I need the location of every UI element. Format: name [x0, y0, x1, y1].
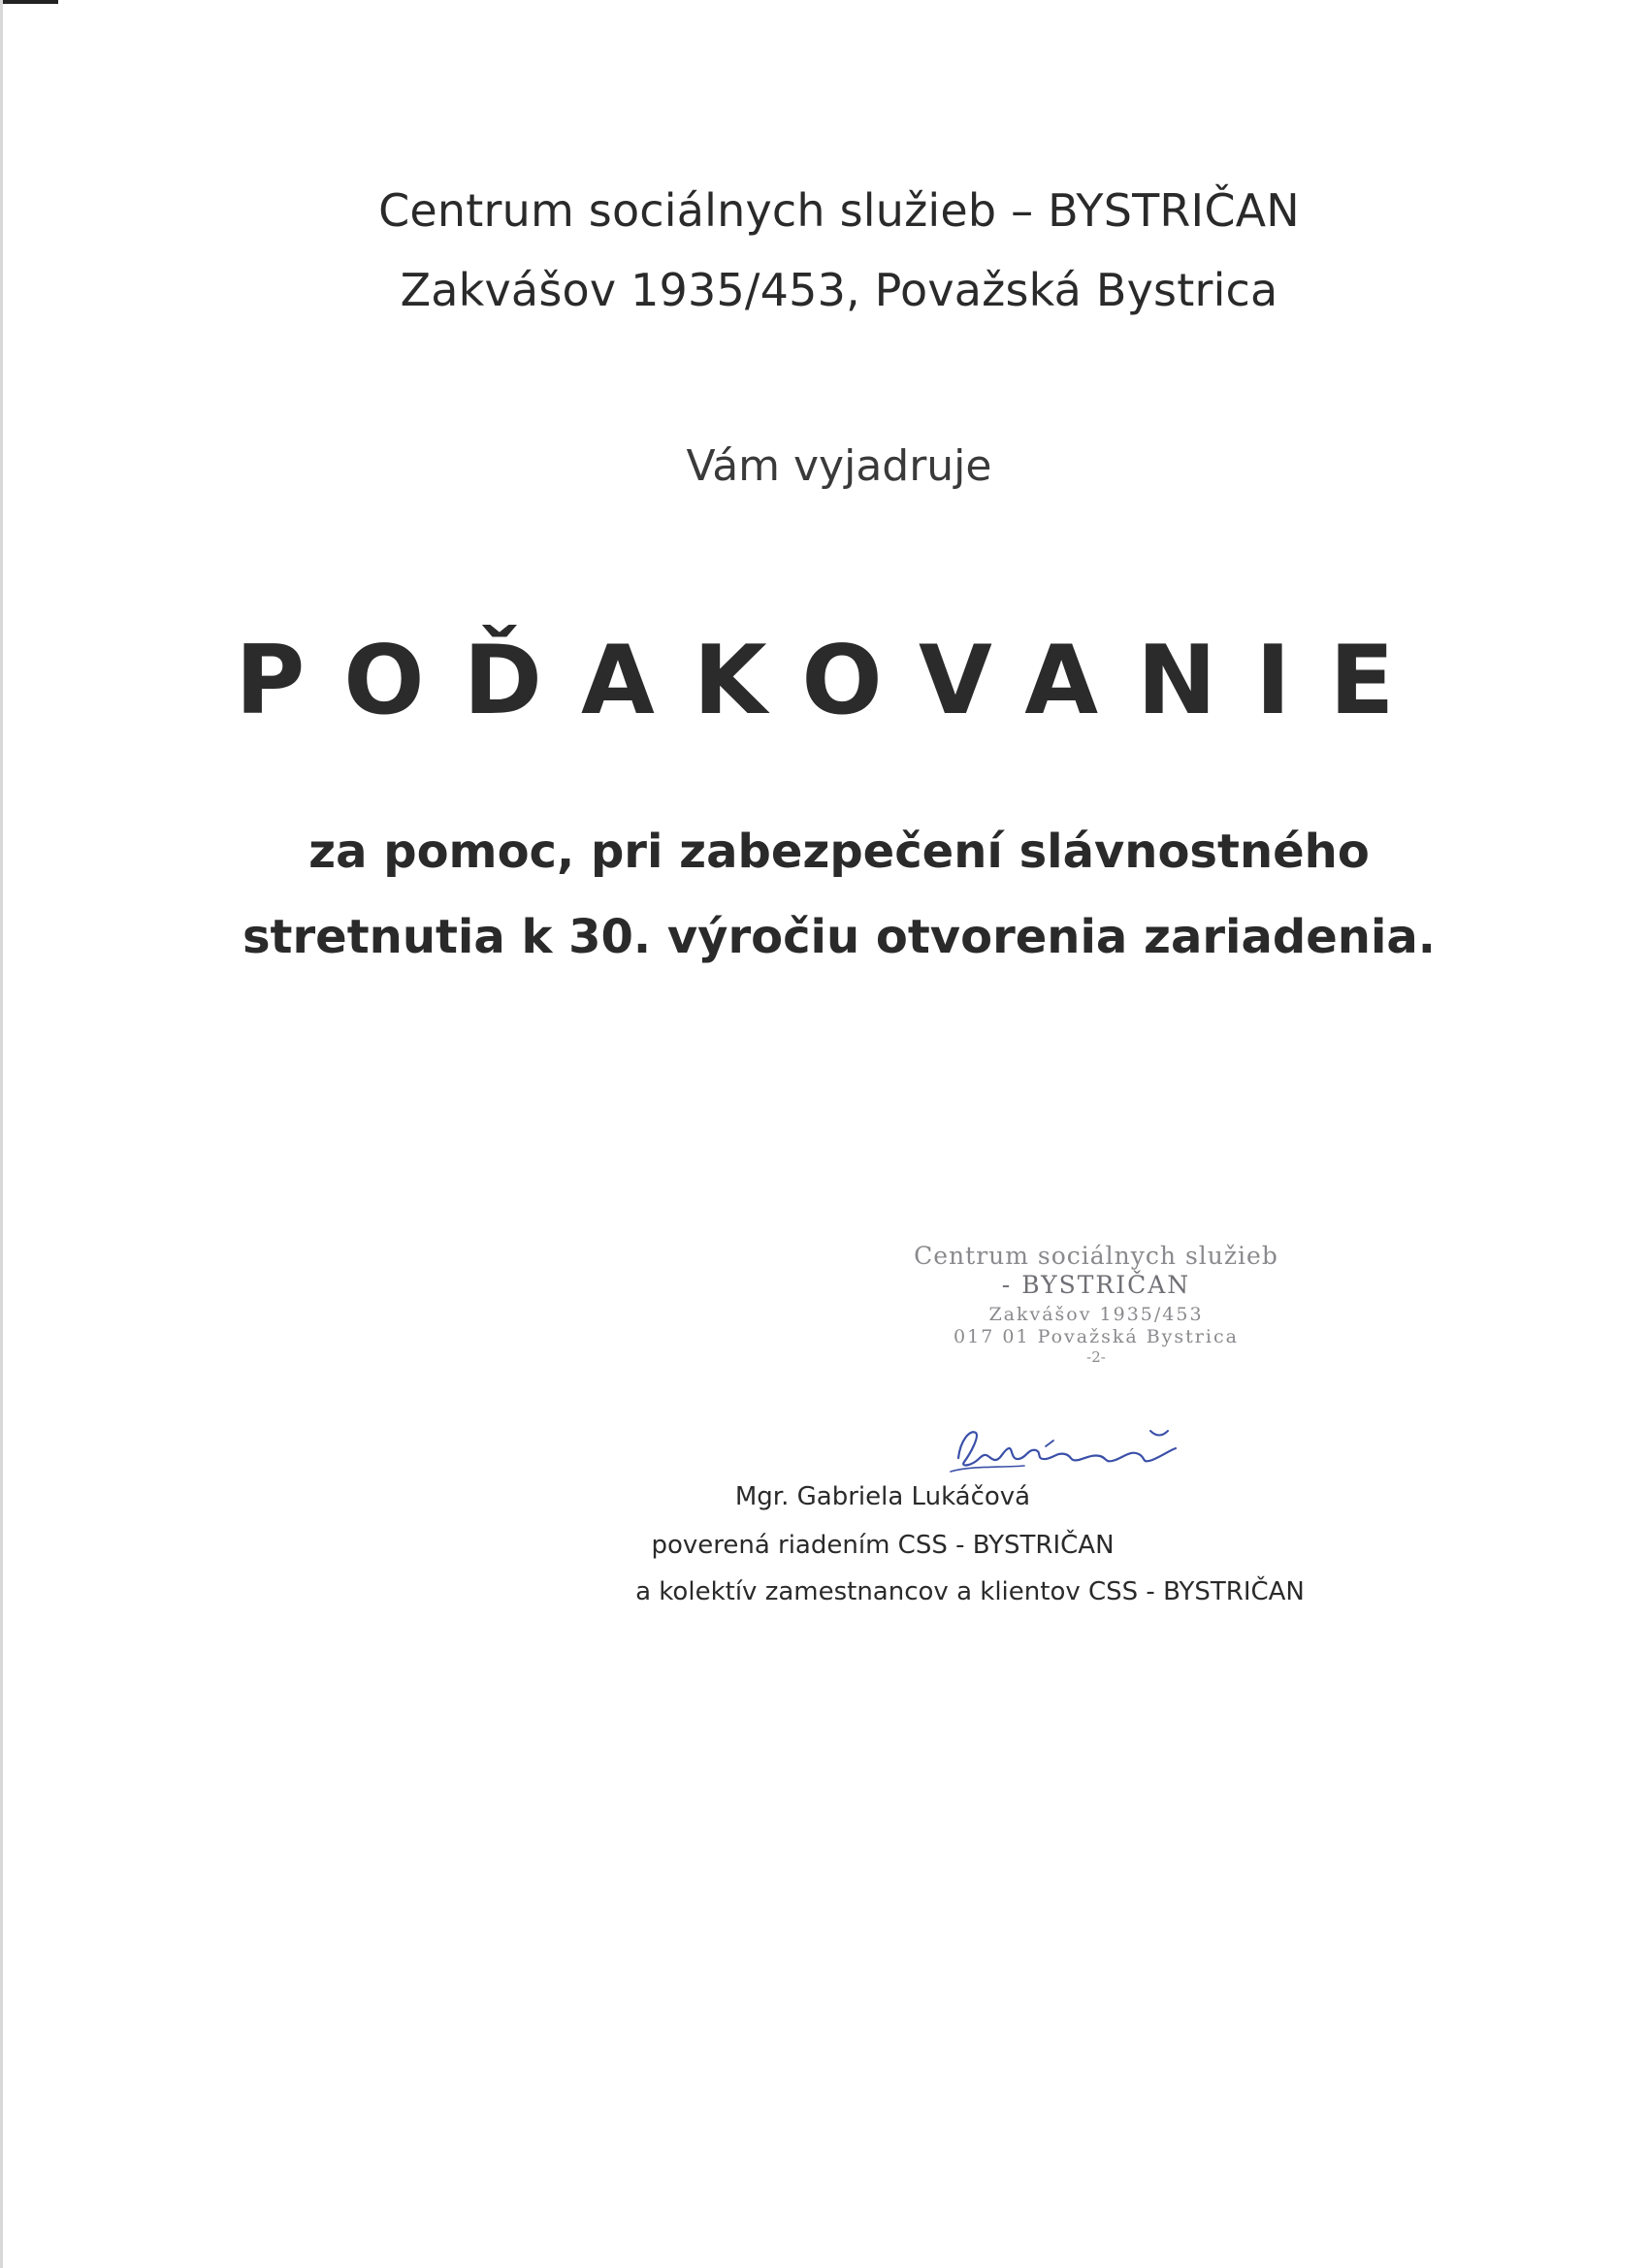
stamp-line-3: Zakvášov 1935/453	[988, 1304, 1204, 1325]
document-title: POĎAKOVANIE	[235, 626, 1434, 736]
org-address: Zakvášov 1935/453, Považská Bystrica	[400, 264, 1278, 316]
scan-edge	[0, 0, 3, 2268]
signer-collective: a kolektív zamestnancov a klientov CSS - BYSTRIČAN	[635, 1577, 1305, 1606]
official-stamp	[844, 1242, 1348, 1366]
org-name: Centrum sociálnych služieb – BYSTRIČAN	[378, 184, 1300, 237]
stamp-line-1: Centrum sociálnych služieb	[914, 1242, 1278, 1270]
reason-line-1: za pomoc, pri zabezpečení slávnostného	[308, 825, 1370, 879]
reason-line-2: stretnutia k 30. výročiu otvorenia zariadenia.	[242, 910, 1437, 964]
scan-mark	[0, 0, 58, 4]
stamp-line-5: -2-	[1086, 1347, 1106, 1366]
intro-text: Vám vyjadruje	[686, 441, 992, 491]
stamp-line-4: 017 01 Považská Bystrica	[954, 1325, 1239, 1347]
signer-role: poverená riadením CSS - BYSTRIČAN	[651, 1531, 1115, 1560]
handwritten-signature	[931, 1411, 1203, 1489]
stamp-line-2: - BYSTRIČAN	[1001, 1271, 1191, 1299]
signer-name: Mgr. Gabriela Lukáčová	[734, 1482, 1031, 1511]
